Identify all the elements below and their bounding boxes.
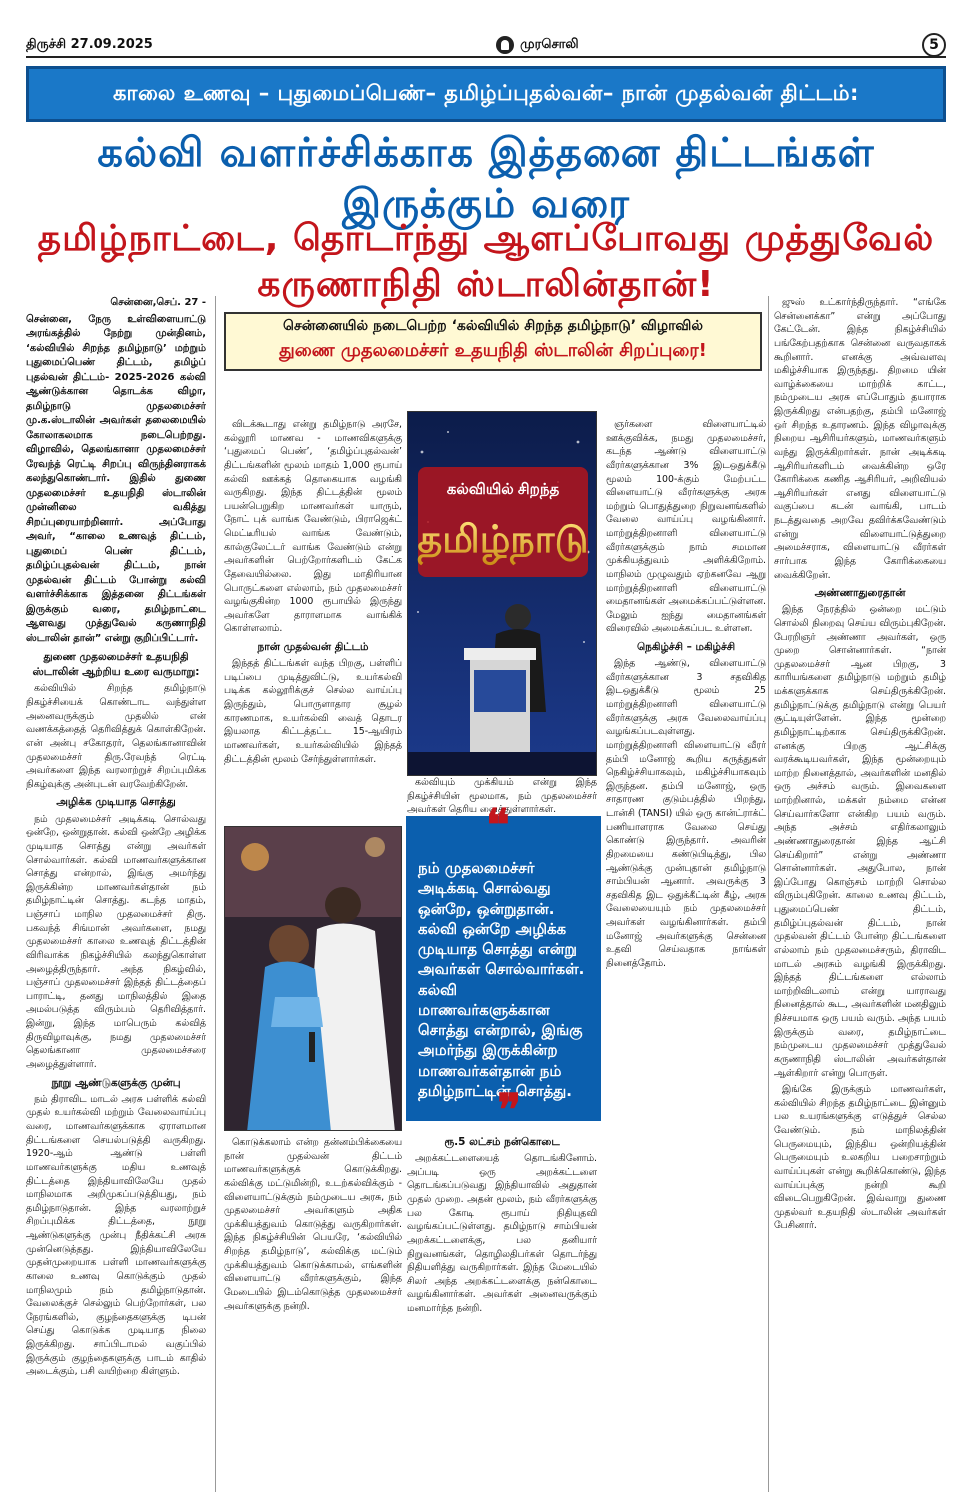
subheading: நெகிழ்ச்சி – மகிழ்ச்சி — [636, 641, 736, 653]
subheading: அண்ணாதுரைதான் — [814, 587, 906, 600]
column-a — [224, 418, 402, 816]
paragraph: இந்த நேரத்தில் ஒன்றை மட்டும் சொல்லி நிறைவு செய்ய விரும்புகிறேன். பேரறிஞர் அண்ணா அவர்கள், ஒரு முறை சொன்னார்கள். “நான் முதலமைச்சர் ஆன பிறகு, 3 காரியங்களை தமிழ்நாடு மற்றும் தமிழ் மக்களுக்காக செய்திருக்கிறேன். தமிழ்நாட்டுக்கு தமிழ்நாடு என்று பெயர் சூட்டியுள்ளேன். இந்த மூன்றை தமிழ்நாட்டிற்காக செய்திருக்கிறேன். எனக்கு பிறகு ஆட்சிக்கு வரக்கூடியவர்கள், இந்த மூன்றையும் மாற்ற நினைத்தால், அவர்களின் மனதில் ஒரு அச்சம் வரும். இவைகளை மாற்றினால், மக்கள் நம்மை என்ன செய்வார்களோ என்கிற பயம் வரும். அந்த அச்சம் எதிர்கலாலும் அண்ணாதுரைதான் இந்த ஆட்சி செய்கிறார்” என்று அண்ணா சொன்னார்கள். அதுபோல, நான் இப்போது கொஞ்சம் மாற்றி சொல்ல விரும்புகிறேன். காலை உணவு திட்டம், புதுமைப்பெண் திட்டம், தமிழ்ப்புதல்வன் திட்டம், நான் முதல்வன் திட்டம் போன்ற திட்டங்களை எல்லாம் நம் முதலமைச்சரும், திராவிட மாடல் அரசும் வழங்கி இருக்கிறது. இந்தத் திட்டங்களை எல்லாம் மாற்றிவிடலாம் என்று யாராவது நினைத்தால் கூட, அவர்களின் மனதிலும் நிச்சயமாக ஒரு பயம் வரும். அந்த பயம் இருக்கும் வரை, தமிழ்நாட்டை நம்முடைய முதலமைச்சர் முத்துவேல் கருணாநிதி ஸ்டாலின் அவர்கள்தான் ஆள்கிறார் என்று பொருள். — [774, 604, 946, 1079]
paragraph: இந்தத் திட்டங்கள் வந்த பிறகு, பள்ளிப் படிப்பை முடித்துவிட்டு, உயர்கல்வி படிக்க கல்லூரிக்குச் செல்ல வாய்ப்பு இருந்தும், பொருளாதார சூழல் காரணமாக, உயர்கல்வி வைத் தொடர இயலாத கிட்டத்தட்ட 15-ஆயிரம் மாணவர்கள், உயர்கல்வியில் இந்தத் திட்டத்தின் மூலம் சேர்ந்துள்ளார்கள். — [224, 658, 402, 765]
kicker-banner — [26, 66, 946, 122]
pull-quote-text: நம் முதலமைச்சர் அடிக்கடி சொல்வது ஒன்றே, ஒன்றுதான். கல்வி ஒன்றே அழிக்க முடியாத சொத்து என்று அவர்கள் சொல்வார்கள். கல்வி மாணவர்களுக்கான சொத்து என்றால், இங்கு அமர்ந்து இருக்கின்ற மாணவர்கள்தான் நம் தமிழ்நாட்டின் சொத்து. — [418, 859, 585, 1100]
paper-name-text: முரசொலி — [520, 37, 579, 52]
open-quote-icon: ❝ — [486, 800, 510, 851]
subheading: நான் முதல்வன் திட்டம் — [257, 641, 369, 653]
banner-text-2: தமிழ்நாடு — [417, 519, 589, 561]
callout-line-1: சென்னையில் நடைபெற்ற ‘கல்வியில் சிறந்த தமிழ்நாடு’ விழாவில் — [283, 318, 703, 334]
article-body — [26, 296, 946, 1492]
column-e — [407, 1131, 597, 1492]
paragraph: கொடுக்கலாம் என்ற தன்னம்பிக்கையை நான் முதல்வன் திட்டம் மாணவர்களுக்குக் கொடுக்கிறது. கல்விக்கு மட்டுமின்றி, உடற்கல்விக்கும் - விளையாட்டுக்கும் நம்முடைய அரசு, நம் முதலமைச்சர் அவர்களும் அதிக முக்கியத்துவம் கொடுத்து வருகிறார்கள். இந்த நிகழ்ச்சியின் பெயரே, ‘கல்வியில் சிறந்த தமிழ்நாடு’, கல்விக்கு மட்டும் முக்கியத்துவம் கொடுக்காமல், எங்களின் விளையாட்டு வீரர்களுக்கும், இந்த மேடையில் இடம்கொடுத்த முதலமைச்சர் அவர்களுக்கு நன்றி. — [224, 1137, 402, 1312]
student-photo — [224, 826, 402, 1131]
column-d — [224, 1136, 402, 1492]
subheading: அழிக்க முடியாத சொத்து — [56, 796, 176, 809]
subheading: ரூ.5 லட்சம் நன்கொடை — [444, 1136, 560, 1148]
callout-box — [224, 312, 762, 371]
paper-name — [496, 36, 579, 54]
paragraph: கல்வியும் முக்கியம் என்று இந்த நிகழ்ச்சியின் மூலமாக, நம் முதலமைச்சர் அவர்கள் தெரிய வைத்துள்ளார்கள். — [407, 777, 597, 816]
column-divider — [215, 296, 216, 1492]
callout-line-2: துணை முதலமைச்சர் உதயநிதி ஸ்டாலின் சிறப்புரை! — [279, 340, 707, 361]
paragraph: விடக்கூடாது என்று தமிழ்நாடு அரசே, கல்லூரி மாணவ - மாணவிகளுக்கு ‘புதுமைப் பெண்’, ‘தமிழ்ப்புதல்வன்’ திட்டங்களின் மூலம் மாதம் 1,000 ரூபாய் கல்வி ஊக்கத் தொகையாக வழங்கி வருகிறது. இந்த திட்டத்தின் மூலம் பயன்பெறுகிற மாணவர்கள் யாரும், நோட் புக் வாங்க வேண்டும், பிராஜெக்ட் மெட்டீரியல் வாங்க வேண்டும், கால்குலேட்டர் வாங்க வேண்டும் என்று அவர்களின் பெற்றோர்களிடம் கேட்க தேவையில்லை. இது மாதிரியான பொருட்களை எல்லாம், நம் முதலமைச்சர் வழங்குகின்ற 1000 ரூபாயில் இருந்து அவர்களே தாராளமாக வாங்கிக் கொள்ளலாம். — [224, 419, 402, 635]
close-quote-icon: ❞ — [497, 1085, 521, 1136]
speaker-photo — [407, 411, 597, 776]
place-date: திருச்சி 27.09.2025 — [26, 37, 153, 52]
paper-logo-icon — [496, 36, 514, 54]
headline-line-1: கல்வி வளர்ச்சிக்காக இத்தனை திட்டங்கள் இருக்கும் வரை — [97, 130, 875, 227]
subheading: துணை முதலமைச்சர் உதயநிதி ஸ்டாலின் ஆற்றிய உரை வருமாறு: — [32, 651, 200, 679]
kicker-text: காலை உணவு – புதுமைப்பெண்– தமிழ்ப்புதல்வன்– நான் முதல்வன் திட்டம்: — [113, 80, 859, 105]
paragraph: இங்கே இருக்கும் மாணவர்கள், கல்வியில் சிறந்த தமிழ்நாட்டை இன்னும் பல உயரங்களுக்கு எடுத்துச் செல்ல வேண்டும். நம் மாநிலத்தின் பெருமையும், இந்திய ஒன்றியத்தின் பெருமையும் உலகறிய பறைசாற்றும் வாய்ப்புகள் என்று கூறிக்கொண்டு, இந்த வாய்ப்புக்கு நன்றி கூறி விடைபெறுகிறேன். இவ்வாறு துணை முதல்வர் உதயநிதி ஸ்டாலின் அவர்கள் பேசினார். — [774, 1084, 946, 1232]
pull-quote — [406, 800, 601, 1136]
masthead — [26, 34, 946, 58]
dateline: சென்னை,செப். 27 - — [110, 297, 206, 308]
subheading: நூறு ஆண்டுகளுக்கு முன்பு — [51, 1076, 181, 1089]
column-divider — [768, 296, 769, 1492]
paragraph: ஞர்களை விளையாட்டில் ஊக்குவிக்க, நமது முதலமைச்சர், கடந்த ஆண்டு விளையாட்டு வீரர்களுக்கான 3% இடஒதுக்கீடு மூலம் 100-க்கும் மேற்பட்ட விளையாட்டு வீரர்களுக்கு அரசு மற்றும் பொதுத்துறை நிறுவனங்களில் வேலை வாய்ப்பு வழங்கினார். மாற்றுத்திறனாளி விளையாட்டு வீரர்களுக்கும் நாம் சமமான முக்கியத்துவம் அளிக்கிறோம். மாநிலம் முழுவதும் ஏற்கனவே ஆறு மாற்றுத்திறனாளி விளையாட்டு மைதானங்கள் அமைக்கப்பட்டுள்ளன. மேலும் ஐந்து மைதானங்கள் விரைவில் அமைக்கப்பட உள்ளன. — [606, 419, 766, 635]
column-5 — [774, 296, 946, 1492]
intro-paragraph: சென்னை, நேரு உள்விளையாட்டு அரங்கத்தில் நேற்று முன்தினம், ‘கல்வியில் சிறந்த தமிழ்நாடு’ மற்றும் புதுமைப்பெண் திட்டம், தமிழ்ப் புதல்வன் திட்டம்- 2025-2026 கல்வி ஆண்டுக்கான தொடக்க விழா, தமிழ்நாடு முதலமைச்சர் மு.க.ஸ்டாலின் அவர்கள் தலைமையில் கோலாகலமாக நடைபெற்றது. விழாவில், தெலங்கானா முதலமைச்சர் ரேவந்த் ரெட்டி சிறப்பு விருந்தினராகக் கலந்துகொண்டார். இதில் துணை முதலமைச்சர் உதயநிதி ஸ்டாலின் முன்னிலை வகித்து சிறப்புரையாற்றினார். அப்போது அவர், “காலை உணவுத் திட்டம், புதுமைப் பெண் திட்டம், தமிழ்ப்புதல்வன் திட்டம், நான் முதல்வன் திட்டம் போன்று கல்வி வளர்ச்சிக்காக இத்தனை திட்டங்கள் இருக்கும் வரை, தமிழ்நாட்டை ஆளவது முத்துவேல் கருணாநிதி ஸ்டாலின் தான்” என்று குறிப்பிட்டார். — [26, 313, 206, 644]
paragraph: இந்த ஆண்டு, விளையாட்டு வீரர்களுக்கான 3 சதவிகித இடஒதுக்கீடு மூலம் 25 மாற்றுத்திறனாளி விளையாட்டு வீரர்களுக்கு அரசு வேலைவாய்ப்பு வழங்கப்படவுள்ளது. மாற்றுத்திறனாளி விளையாட்டு வீரர் தம்பி மனோஜ் கூறிய கருத்துகள் நெகிழ்ச்சியாகவும், மகிழ்ச்சியாகவும் இருந்தன. தம்பி மனோஜ், ஒரு சாதாரண குடும்பத்தில் பிறந்து, டான்சி (TANSI) யில் ஒரு கான்ட்ராக்ட் பணியாளராக வேலை செய்து கொண்டு இருந்தார். அவரின் திறமையை கண்டுபிடித்து, பில ஆண்டுக்கு முன்புதான் தமிழ்நாடு சாம்பியன் ஆனார். அவருக்கு 3 சதவிகித இட ஒதுக்கீட்டின் கீழ், அரசு வேலையையும் நம் முதலமைச்சர் அவர்கள் வழங்கினார்கள். தம்பி மனோஜ் அவர்களுக்கு சென்னை உதவி செய்வதாக நாங்கள் நினைத்தோம். — [606, 658, 766, 969]
paragraph: ஜுஸ் உட்கார்ந்திருந்தார். “எங்கே சென்னைக்கா” என்று அப்போது கேட்டேன். இந்த நிகழ்ச்சியில் பங்கேற்பதற்காக சென்னை வருவதாகக் கூறினார். எனக்கு அவ்வளவு மகிழ்ச்சியாக இருந்தது. திறமை யின் வாழ்க்கையை மாற்றிக் காட்ட, நம்முடைய அரசு எப்போதும் தயாராக இருக்கிறது என்பதற்கு, தம்பி மனோஜ் ஒர் சிறந்த உதாரணம். இந்த விழாவுக்கு நிறைய ஆசிரியர்களும், மாணவர்களும் வந்து இருக்கிறார்கள். நான் அடிக்கடி ஆசிரியர்களிடம் வைக்கின்ற ஒரே கோரிக்கை கணித ஆசிரியர், அறிவியல் ஆசிரியர்கள் எனது விளையாட்டு வகுப்பை கடன் வாங்கி, பாடம் நடத்துவதை அறவே தவிர்க்கவேண்டும் என்று விளையாட்டுத்துறை அமைச்சராக, விளையாட்டு வீரர்கள் சார்பாக இந்த கோரிக்கையை வைக்கிறேன். — [774, 297, 946, 581]
banner-text-1: கல்வியில் சிறந்த — [446, 481, 560, 498]
paragraph: நம் திராவிட மாடல் அரசு பள்ளிக் கல்வி முதல் உயர்கல்வி மற்றும் வேலைவாய்ப்பு வரை, மாணவர்களுக்காக ஏராளமான திட்டங்களை செயல்படுத்தி வருகிறது. 1920-ஆம் ஆண்டு பள்ளி மாணவர்களுக்கு மதிய உணவுத் திட்டத்தை இந்தியாவிலேயே முதல் மாநிலமாக அறிமுகப்படுத்தியது, நம் தமிழ்நாடுதான். இந்த வரலாற்றுச் சிறப்புமிக்க திட்டத்தை, நூறு ஆண்டுகளுக்கு முன்பு நீதிக்கட்சி அரசு முன்னெடுத்தது. இந்தியாவிலேயே முதன்முறையாக பள்ளி மாணவர்களுக்கு காலை உணவு கொடுக்கும் முதல் மாநிலமும் நம் தமிழ்நாடுதான். வேலைக்குச் செல்லும் பெற்றோர்கள், பல நேரங்களில், குழந்தைகளுக்கு டிபன் செய்து கொடுக்க முடியாத நிலை இருக்கிறது. சாப்பிடாமல் வகுப்பில் இருக்கும் குழந்தைகளுக்கு பாடம் காதில் அடைக்கும், பசி வயிற்றை கிள்ளும். — [26, 1093, 206, 1378]
paragraph: அறக்கட்டளையைத் தொடங்கினோம். அப்படி ஒரு அறக்கட்டளை தொடங்கப்படுவது இந்தியாவில் அதுதான் முதல் முறை. அதன் மூலம், நம் வீரர்களுக்கு பல கோடி ரூபாய் நிதியுதவி வழங்கப்பட்டுள்ளது. தமிழ்நாடு சாம்பியன் அறக்கட்டளைக்கு, பல தனியார் நிறுவனங்கள், தொழிலதிபர்கள் தொடர்ந்து நிதியளித்து வருகிறார்கள். இந்த மேடையில் சிலர் அந்த அறக்கட்டளைக்கு நன்கொடை வழங்கினார்கள். அவர்கள் அனைவருக்கும் மனமார்ந்த நன்றி. — [407, 1153, 597, 1315]
column-1 — [26, 296, 206, 1492]
headline-line-2: தமிழ்நாட்டை, தொடர்ந்து ஆளப்போவது முத்துவேல் கருணாநிதி ஸ்டாலின்தான்! — [37, 218, 935, 305]
paragraph: கல்வியில் சிறந்த தமிழ்நாடு நிகழ்ச்சியைக் கொண்டாட வந்துள்ள அனைவருக்கும் முதலில் என் வணக்கத்தைத் தெரிவித்துக் கொள்கிறேன். என் அன்பு சகோதரர், தெலங்கானாவின் முதலமைச்சர் திரு.ரேவந்த் ரெட்டி அவர்களை இந்த வரலாற்றுச் சிறப்புமிக்க நிகழ்வுக்கு அன்புடன் வரவேற்கிறேன். — [26, 683, 206, 790]
column-c — [606, 418, 766, 1492]
page-number: 5 — [922, 33, 946, 57]
paragraph: நம் முதலமைச்சர் அடிக்கடி சொல்வது ஒன்றே, ஒன்றுதான். கல்வி ஒன்றே அழிக்க முடியாத சொத்து என்று அவர்கள் சொல்வார்கள். கல்வி மாணவர்களுக்கான சொத்து என்றால், இங்கு அமர்ந்து இருக்கின்ற மாணவர்கள்தான் நம் தமிழ்நாட்டின் சொத்து. கடந்த மாதம், பஞ்சாப் மாநில முதலமைச்சர் திரு. பகவந்த் சிங்மான் அவர்களை, நமது முதலமைச்சர் காலை உணவுத் திட்டத்தின் விரிவாக்க நிகழ்ச்சியில் கலந்துகொள்ள அழைத்திருந்தார். அந்த நிகழ்வில், பஞ்சாப் முதலமைச்சர் இந்தத் திட்டத்தைப் பாராட்டி, தனது மாநிலத்தில் இதை அமல்படுத்த விரும்பம் தெரிவித்தார். இன்று, இந்த மாபெரும் கல்வித் திருவிழாவுக்கு, நமது முதலமைச்சர் தெலங்கானா முதலமைச்சரை அழைத்துள்ளார். — [26, 813, 206, 1070]
